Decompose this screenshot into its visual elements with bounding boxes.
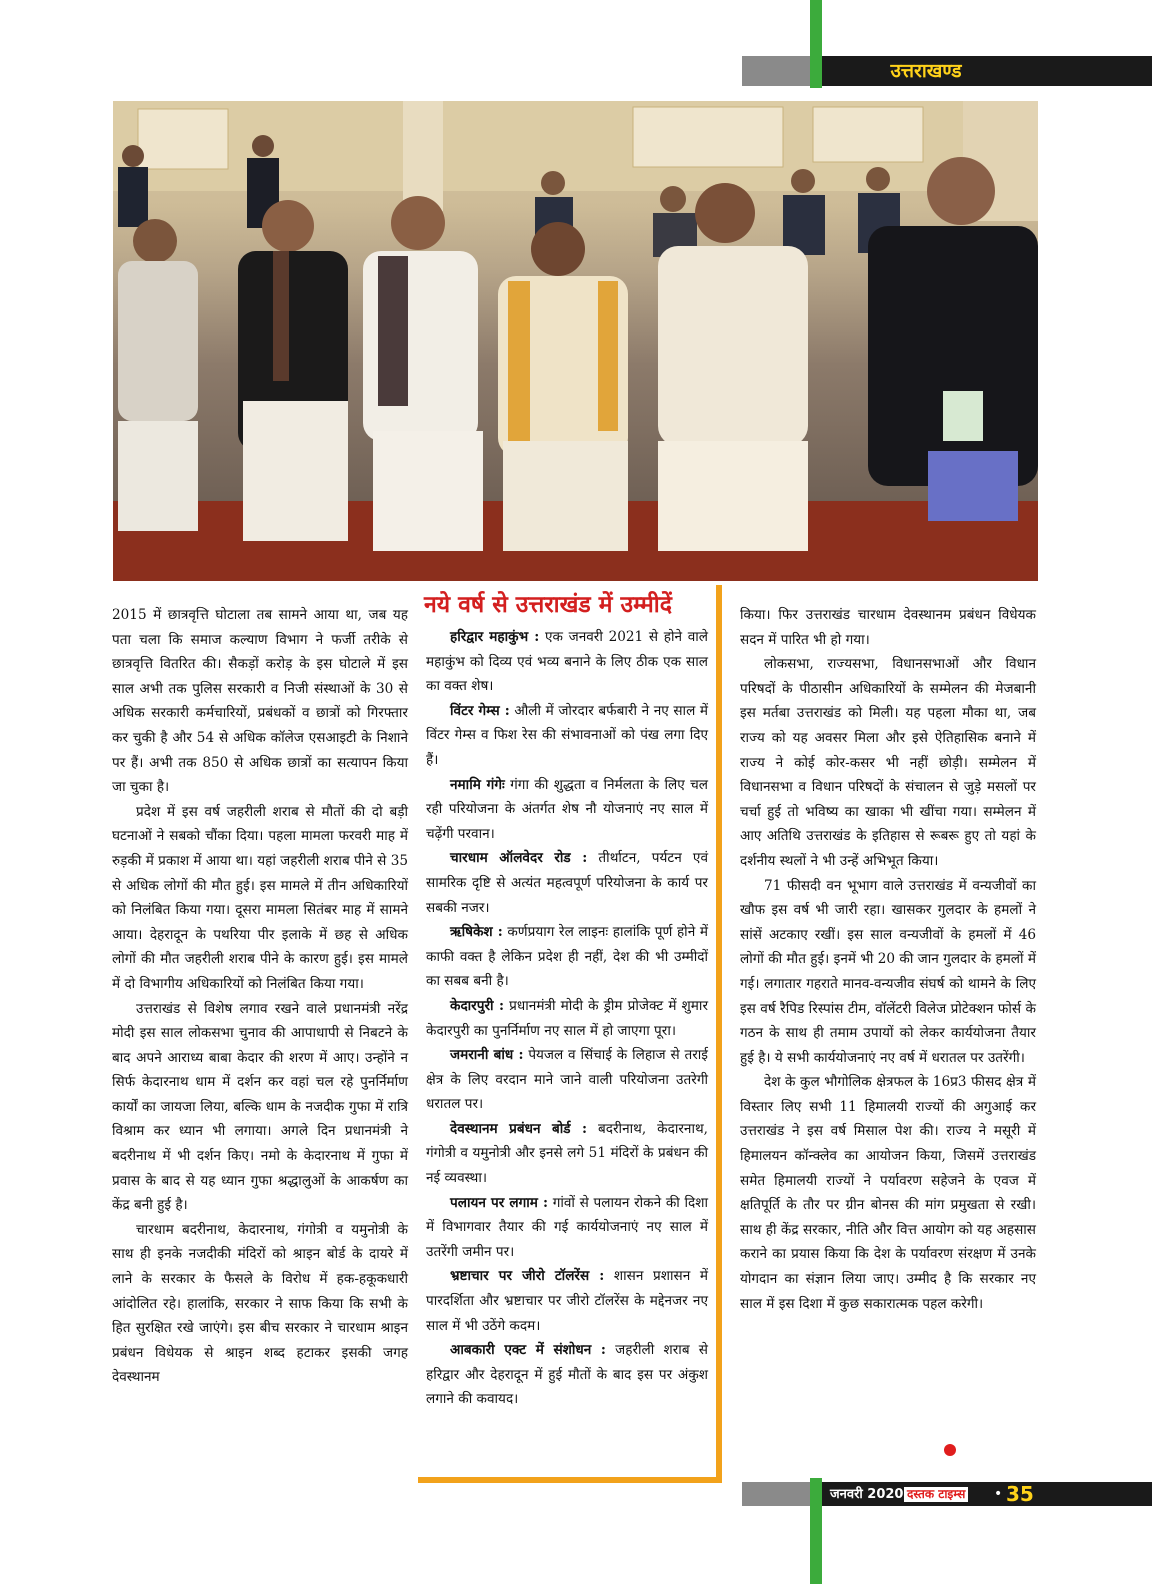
- issue-date: जनवरी 2020: [830, 1487, 904, 1502]
- paragraph: देश के कुल भौगोलिक क्षेत्रफल के 16प्र3 फीसद क्षेत्र में विस्तार लिए सभी 11 हिमालयी राज्यों की अगुआई कर उत्तराखंड ने इस वर्ष मिसाल पेश की। राज्य ने मसूरी में हिमालयन कॉन्क्लेव का आयोजन किया, जिसमें उत्तराखंड समेत हिमालयी राज्यों ने पर्यावरण सहेजने के एवज में क्षतिपूर्ति के तौर पर ग्रीन बोनस की मांग प्रमुखता से रखी। साथ ही केंद्र सरकार, नीति और वित्त आयोग को यह अहसास कराने का प्रयास किया कि देश के पर्यावरण संरक्षण में उनके योगदान का संज्ञान लिया जाए। उम्मीद है कि सरकार नए साल में इस दिशा में कुछ सकारात्मक पहल करेगी।: [740, 1074, 1036, 1312]
- article-column-1: [112, 603, 408, 1390]
- paragraph: 71 फीसदी वन भूभाग वाले उत्तराखंड में वन्यजीवों का खौफ इस वर्ष भी जारी रहा। खासकर गुलदार के हमलों ने सांसें अटकाए रखीं। इस साल वन्यजीवों के हमलों में 46 लोगों की मौत हुई। इनमें भी 20 की जान गुलदार के हमलों में गई। लगातार गहराते मानव-वन्यजीव संघर्ष को थामने के लिए इस वर्ष रैपिड रिस्पांस टीम, वॉलेंटरी विलेज प्रोटेक्शन फोर्स के गठन के साथ ही तमाम उपायों को लेकर कार्ययोजना तैयार हुई है। ये सभी कार्ययोजनाएं नए वर्ष में धरातल पर उतरेंगी।: [740, 877, 1036, 1066]
- bullet-text: औली में जोरदार बर्फबारी ने नए साल में विंटर गेम्स व फिश रेस की संभावनाओं को पंख लगा दिए हैं।: [426, 702, 709, 768]
- bullet-label: चारधाम ऑलवेदर रोड :: [450, 850, 588, 867]
- bullet-text: एक जनवरी 2021 से होने वाले महाकुंभ को दिव्य एवं भव्य बनाने के लिए ठीक एक साल का वक्त शेष।: [426, 629, 708, 695]
- bullet-item: [426, 699, 708, 773]
- paragraph: चारधाम बदरीनाथ, केदारनाथ, गंगोत्री व यमुनोत्री के साथ ही इनके नजदीकी मंदिरों को श्राइन बोर्ड के दायरे में लाने के सरकार के फैसले के विरोध में हक-हकूकधारी आंदोलित रहे। हालांकि, सरकार ने साफ किया कि सभी के हित सुरक्षित रखे जाएंगे। इस बीच सरकार ने चारधाम श्राइन प्रबंधन विधेयक से श्राइन शब्द हटाकर इसकी जगह देवस्थानम: [112, 1221, 408, 1386]
- bullet-text: शासन प्रशासन में पारदर्शिता और भ्रष्टाचार पर जीरो टॉलरेंस के मद्देनजर नए साल में भी उठेंगे कदम।: [426, 1268, 708, 1334]
- bullet-item: [426, 1191, 708, 1265]
- bullet-text: जहरीली शराब से हरिद्वार और देहरादून में हुई मौतों के बाद इस पर अंकुश लगाने की कवायद।: [426, 1342, 708, 1408]
- bullet-text: कर्णप्रयाग रेल लाइनः हालांकि पूर्ण होने में काफी वक्त है लेकिन प्रदेश ही नहीं, देश की भी उम्मीदों का सबब बनी है।: [426, 924, 708, 990]
- bullet-label: देवस्थानम प्रबंधन बोर्ड :: [450, 1120, 587, 1137]
- event-photo-illustration: [113, 101, 1038, 581]
- section-label: उत्तराखण्ड: [890, 60, 962, 82]
- bullet-text: तीर्थाटन, पर्यटन एवं सामरिक दृष्टि से अत्यंत महत्वपूर्ण परियोजना के कार्य पर सबकी नजर।: [426, 850, 708, 916]
- footer-separator: •: [994, 1486, 1003, 1502]
- bullet-label: हरिद्वार महाकुंभ :: [450, 629, 540, 645]
- bullet-label: विंटर गेम्स :: [450, 702, 510, 719]
- bullet-text: पेयजल व सिंचाई के लिहाज से तराई क्षेत्र के लिए वरदान माने जाने वाली परियोजना उतरेगी धरातल पर।: [426, 1047, 708, 1113]
- bullet-label: जमरानी बांध :: [450, 1047, 524, 1064]
- bullet-item: [426, 773, 708, 847]
- bullet-text: गंगा की शुद्धता व निर्मलता के लिए चल रही परियोजना के अंतर्गत शेष नौ योजनाएं नए साल में चढ़ेंगी परवान।: [426, 776, 708, 842]
- paragraph: 2015 में छात्रवृत्ति घोटाला तब सामने आया था, जब यह पता चला कि समाज कल्याण विभाग ने फर्जी तरीके से छात्रवृत्ति वितरित की। सैकड़ों करोड़ के इस घोटाले में इस साल अभी तक पुलिस सरकारी व निजी संस्थाओं के 30 से अधिक सरकारी कर्मचारियों, प्रबंधकों व छात्रों को गिरफ्तार कर चुकी है और 54 से अधिक कॉलेज एसआइटी के निशाने पर हैं। अभी तक 850 से अधिक छात्रों का सत्यापन किया जा चुका है।: [112, 607, 408, 796]
- bullet-label: आबकारी एक्ट में संशोधन :: [450, 1342, 606, 1359]
- bullet-item: [426, 1117, 708, 1191]
- sidebar-orange-border-bottom: [418, 1477, 722, 1483]
- bullet-item: [426, 1264, 708, 1338]
- paragraph: प्रदेश में इस वर्ष जहरीली शराब से मौतों की दो बड़ी घटनाओं ने सबको चौंका दिया। पहला मामला फरवरी माह में रुड़की में प्रकाश में आया था। यहां जहरीली शराब पीने से 35 से अधिक लोगों की मौत हुई। इस मामले में तीन अधिकारियों को निलंबित किया गया। दूसरा मामला सितंबर माह में सामने आया। देहरादून के पथरिया पीर इलाके में छह से अधिक लोगों की मौत जहरीली शराब पीने के कारण हुई। इस मामले में दो विभागीय अधिकारियों को निलंबित किया गया।: [112, 803, 408, 992]
- header-gray-block: [742, 56, 810, 86]
- bullet-item: [426, 846, 708, 920]
- footer-green-rule: [810, 1478, 822, 1584]
- paragraph: किया। फिर उत्तराखंड चारधाम देवस्थानम प्रबंधन विधेयक सदन में पारित भी हो गया।: [740, 607, 1036, 648]
- article-column-3: [740, 603, 1036, 1316]
- bullet-label: केदारपुरी :: [450, 997, 505, 1014]
- event-photo: [113, 101, 1038, 581]
- bullet-label: पलायन पर लगाम :: [450, 1194, 549, 1211]
- magazine-logo: दस्तक टाइम्स: [904, 1487, 968, 1502]
- header-green-rule: [810, 0, 822, 88]
- bullet-item: [426, 1043, 708, 1117]
- footer-gray-block: [742, 1482, 810, 1506]
- page-number: 35: [1006, 1482, 1034, 1506]
- bullet-item: [426, 1338, 708, 1412]
- bullet-text: बदरीनाथ, केदारनाथ, गंगोत्री व यमुनोत्री और इनसे लगे 51 मंदिरों के प्रबंधन की नई व्यवस्था।: [426, 1120, 708, 1187]
- bullet-item: [426, 994, 708, 1043]
- paragraph: उत्तराखंड से विशेष लगाव रखने वाले प्रधानमंत्री नरेंद्र मोदी इस साल लोकसभा चुनाव की आपाधापी से निबटने के बाद अपने आराध्य बाबा केदार की शरण में आए। उन्होंने न सिर्फ केदारनाथ धाम में दर्शन कर वहां चल रहे पुनर्निर्माण कार्यों का जायजा लिया, बल्कि धाम के नजदीक गुफा में रात्रि विश्राम कर ध्यान भी लगाया। अगले दिन प्रधानमंत्री ने बदरीनाथ में भी दर्शन किए। नमो के केदारनाथ में गुफा में प्रवास के बाद से यह ध्यान गुफा श्रद्धालुओं के आकर्षण का केंद्र बनी हुई है।: [112, 1000, 408, 1214]
- bullet-item: [426, 625, 708, 699]
- bullet-label: नमामि गंगेः: [450, 776, 505, 793]
- bullet-text: गांवों से पलायन रोकने की दिशा में विभागवार तैयार की गई कार्ययोजनाएं नए साल में उतरेंगी जमीन पर।: [426, 1194, 708, 1260]
- bullet-item: [426, 920, 708, 994]
- sidebar-orange-border-right: [716, 585, 722, 1483]
- sidebar-headline: नये वर्ष से उत्तराखंड में उम्मीदें: [424, 592, 672, 618]
- end-of-article-dot: [944, 1444, 956, 1456]
- bullet-text: प्रधानमंत्री मोदी के ड्रीम प्रोजेक्ट में शुमार केदारपुरी का पुनर्निर्माण नए साल में हो जाएगा पूरा।: [426, 997, 709, 1039]
- article-column-2: [426, 625, 708, 1412]
- paragraph: लोकसभा, राज्यसभा, विधानसभाओं और विधान परिषदों के पीठासीन अधिकारियों के सम्मेलन की मेजबानी इस मर्तबा उत्तराखंड को मिली। यह पहला मौका था, जब राज्य को यह अवसर मिला और इसे ऐतिहासिक बनाने में राज्य ने कोई कोर-कसर भी नहीं छोड़ी। सम्मेलन में विधानसभा व विधान परिषदों के संचालन से जुड़े मसलों पर चर्चा हुई तो भविष्य का खाका भी खींचा गया। सम्मेलन में आए अतिथि उत्तराखंड के इतिहास से रूबरू हुए तो यहां के दर्शनीय स्थलों ने भी उन्हें अभिभूत किया।: [740, 656, 1036, 869]
- bullet-label: ऋषिकेश :: [450, 924, 503, 941]
- bullet-label: भ्रष्टाचार पर जीरो टॉलरेंस :: [450, 1268, 605, 1285]
